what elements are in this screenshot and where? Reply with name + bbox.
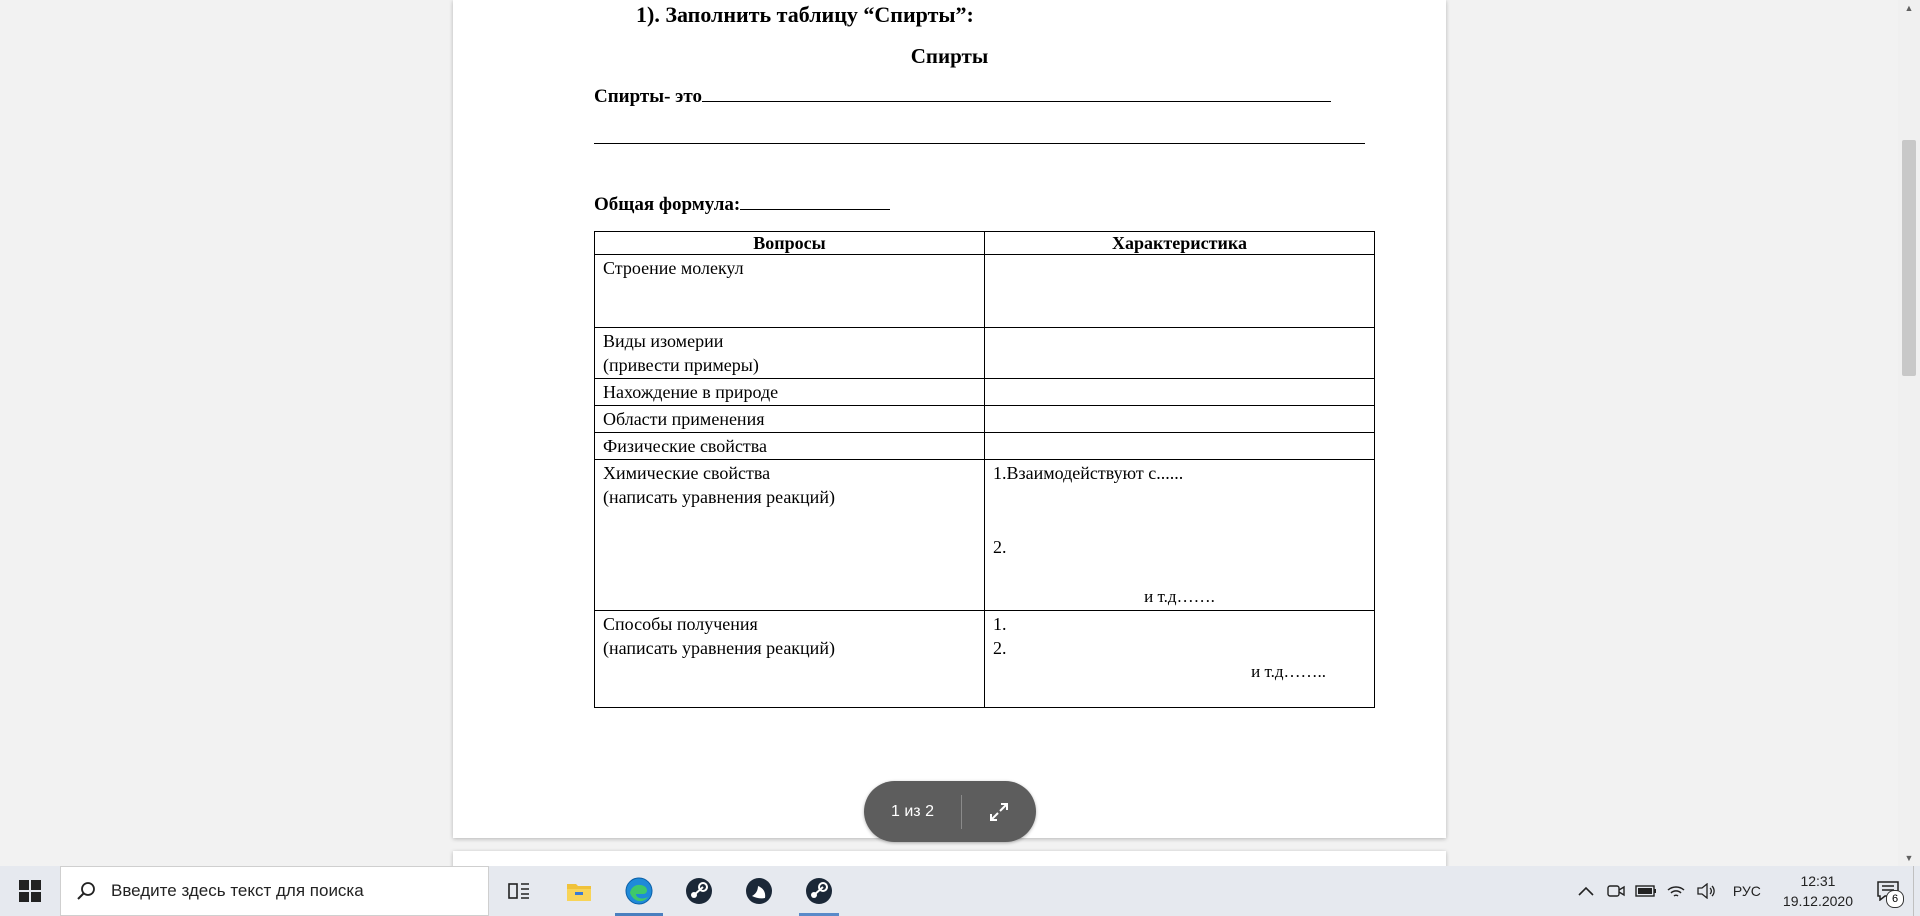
table-row: [595, 379, 1375, 406]
meet-now-button[interactable]: [1601, 866, 1631, 916]
task-view-button[interactable]: [489, 866, 549, 916]
formula-label: Общая формула:: [594, 194, 741, 215]
answer-etc: и т.д……..: [1251, 662, 1326, 681]
scroll-down-arrow[interactable]: ▼: [1904, 853, 1914, 863]
answer-cell[interactable]: [985, 255, 1375, 328]
header-questions: Вопросы: [595, 232, 985, 255]
document-page-2: [453, 851, 1446, 866]
table-row: [595, 255, 1375, 328]
question-cell: [595, 433, 985, 460]
header-characteristics: Характеристика: [985, 232, 1375, 255]
edge-icon: [624, 876, 654, 906]
expand-icon: [989, 802, 1009, 822]
notification-count-badge: 6: [1886, 890, 1904, 908]
answer-cell[interactable]: [985, 379, 1375, 406]
table-row: [595, 611, 1375, 708]
question-subtext: (привести примеры): [603, 355, 759, 375]
edge-button[interactable]: [609, 866, 669, 916]
question-cell: [595, 406, 985, 433]
answer-cell[interactable]: [985, 406, 1375, 433]
chevron-up-icon: [1578, 886, 1594, 896]
windows-icon: [19, 880, 41, 902]
task-view-icon: [508, 881, 530, 901]
show-hidden-icons-button[interactable]: [1571, 866, 1601, 916]
taskbar: [0, 866, 1920, 916]
definition-line: [594, 85, 1331, 108]
page-navigator: [864, 781, 1036, 842]
search-icon: [61, 881, 111, 901]
question-cell: [595, 255, 985, 328]
definition-blank: [702, 85, 1331, 102]
meet-now-icon: [1607, 883, 1625, 899]
answer-line-2: 2.: [993, 537, 1007, 557]
steam-icon: [804, 876, 834, 906]
answer-cell[interactable]: [985, 460, 1375, 611]
table-row: [595, 433, 1375, 460]
steam-button-2[interactable]: [789, 866, 849, 916]
file-explorer-button[interactable]: [549, 866, 609, 916]
question-cell: [595, 379, 985, 406]
question-text: Способы получения: [603, 614, 758, 634]
vertical-scrollbar[interactable]: [1898, 0, 1920, 866]
wifi-icon: [1666, 883, 1686, 899]
table-row: [595, 328, 1375, 379]
formula-line: [594, 193, 890, 216]
action-center-button[interactable]: [1863, 866, 1913, 916]
answer-etc: и т.д…….: [1144, 587, 1215, 606]
table-row: [595, 460, 1375, 611]
clock-date: 19.12.2020: [1782, 893, 1853, 909]
answer-line-2: 2.: [993, 638, 1007, 658]
page-count: 1 из 2: [891, 802, 934, 820]
definition-blank-line: [594, 143, 1365, 144]
answer-line-1: 1.: [993, 614, 1007, 634]
table-header-row: [595, 232, 1375, 255]
battery-button[interactable]: [1631, 866, 1661, 916]
show-desktop-button[interactable]: [1913, 866, 1920, 916]
battery-icon: [1635, 885, 1657, 897]
definition-label: Спирты- это: [594, 86, 702, 107]
question-subtext: (написать уравнения реакций): [603, 487, 835, 507]
question-cell: [595, 611, 985, 708]
table-row: [595, 406, 1375, 433]
alcohols-table: [594, 231, 1375, 708]
document-title: Спирты: [910, 44, 989, 68]
file-explorer-icon: [566, 880, 592, 902]
system-tray: [1571, 866, 1920, 916]
steam-icon: [684, 876, 714, 906]
steam-alt-button[interactable]: [729, 866, 789, 916]
steam-alt-icon: [744, 876, 774, 906]
question-cell: [595, 328, 985, 379]
question-text: Физические свойства: [603, 436, 768, 456]
input-language[interactable]: РУС: [1732, 883, 1761, 899]
answer-cell[interactable]: [985, 328, 1375, 379]
volume-button[interactable]: [1691, 866, 1721, 916]
expand-button[interactable]: [962, 802, 1036, 822]
document-page: [453, 0, 1446, 838]
taskbar-search-box[interactable]: [60, 866, 489, 916]
answer-line-1: 1.Взаимодействуют с......: [993, 463, 1184, 483]
volume-icon: [1696, 883, 1716, 899]
search-placeholder: Введите здесь текст для поиска: [111, 881, 364, 900]
steam-button[interactable]: [669, 866, 729, 916]
scroll-thumb[interactable]: [1902, 140, 1916, 376]
start-button[interactable]: [0, 866, 60, 916]
task-heading: 1). Заполнить таблицу “Спирты”:: [636, 2, 974, 27]
question-text: Виды изомерии: [603, 331, 724, 351]
question-cell: [595, 460, 985, 611]
question-subtext: (написать уравнения реакций): [603, 638, 835, 658]
question-text: Химические свойства: [603, 463, 771, 483]
wifi-button[interactable]: [1661, 866, 1691, 916]
clock[interactable]: [1773, 871, 1863, 911]
question-text: Нахождение в природе: [603, 382, 779, 402]
question-text: Строение молекул: [603, 258, 744, 278]
question-text: Области применения: [603, 409, 765, 429]
answer-cell[interactable]: [985, 433, 1375, 460]
clock-time: 12:31: [1800, 873, 1836, 889]
answer-cell[interactable]: [985, 611, 1375, 708]
formula-blank: [740, 193, 890, 210]
scroll-up-arrow[interactable]: ▲: [1904, 3, 1914, 13]
